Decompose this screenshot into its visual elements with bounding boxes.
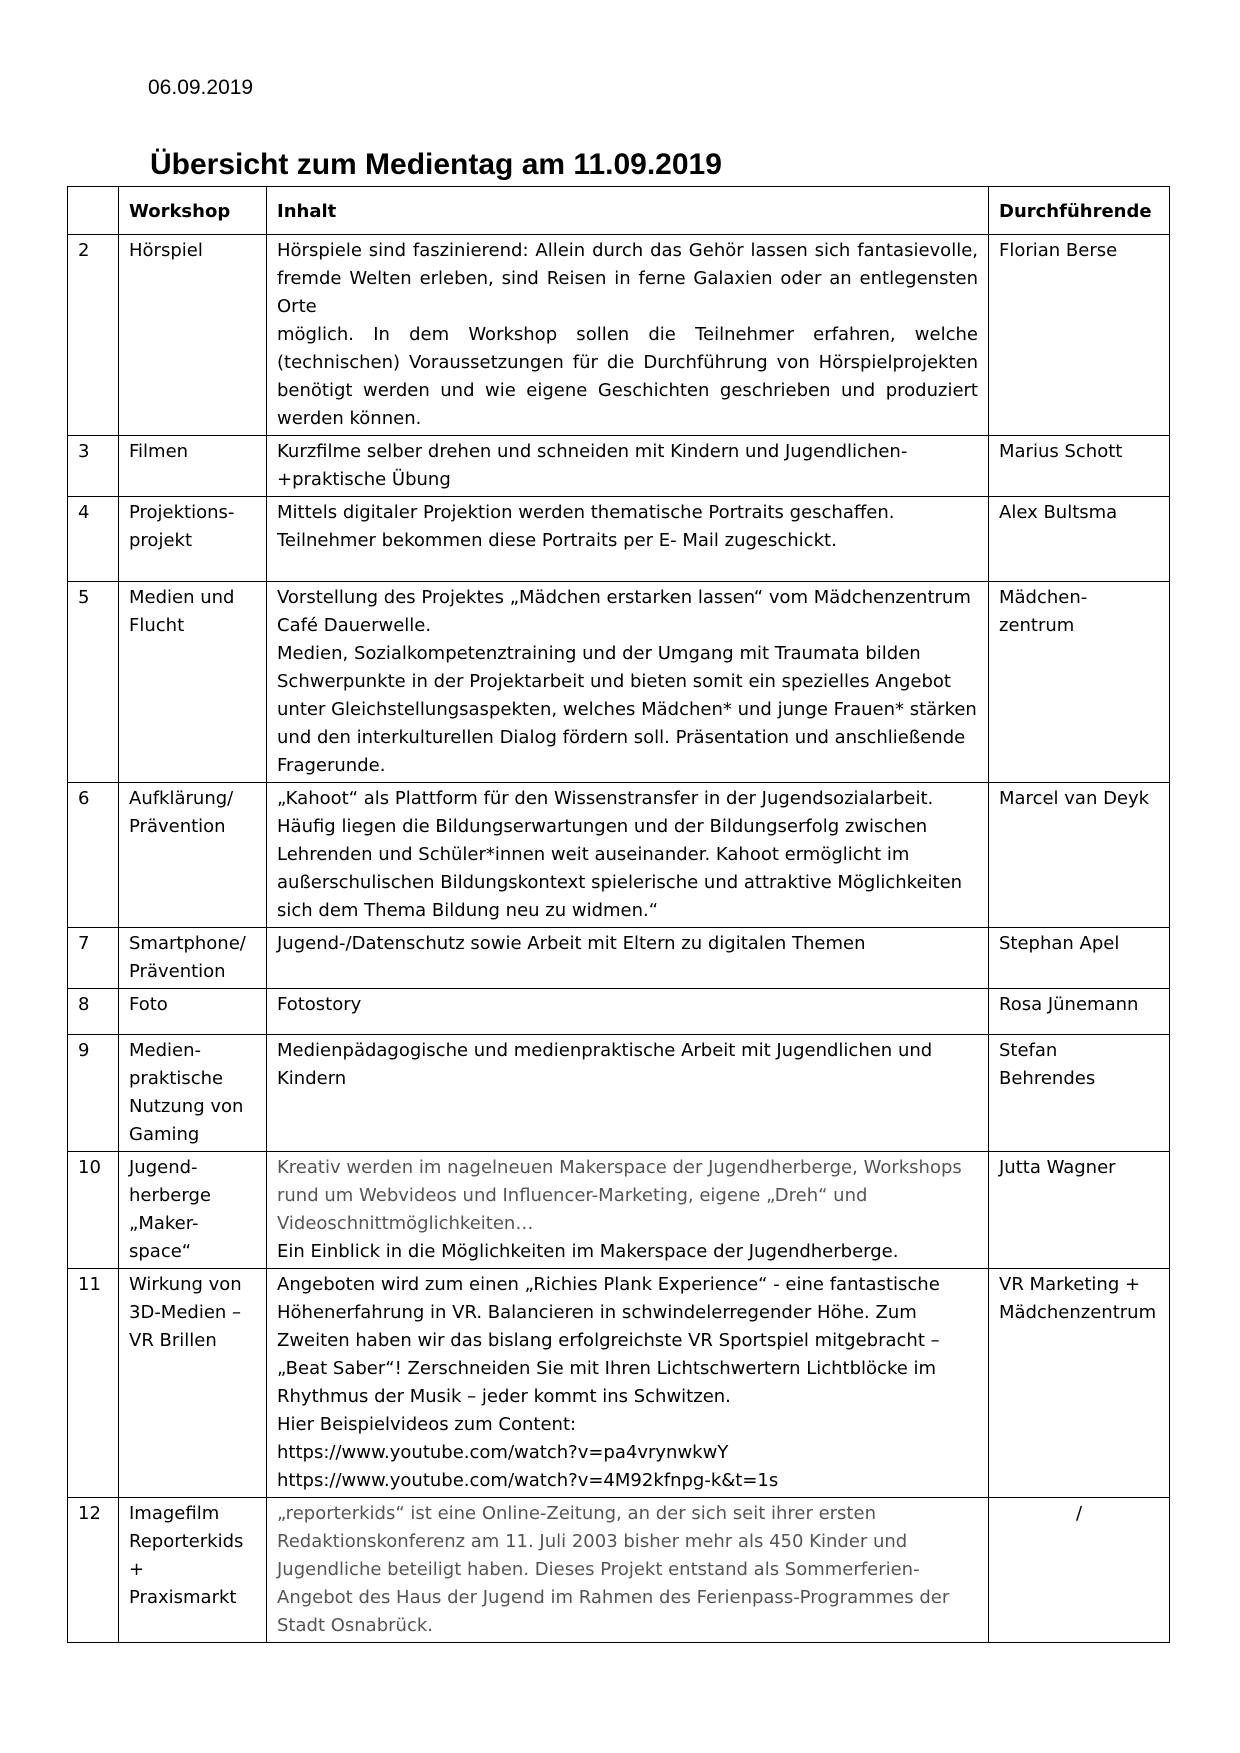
cell-workshop: Foto: [119, 989, 267, 1035]
cell-nr: 5: [68, 582, 119, 783]
cell-nr: 10: [68, 1152, 119, 1269]
cell-inhalt: Jugend-/Datenschutz sowie Arbeit mit Eltern zu digitalen Themen: [267, 928, 989, 989]
header-workshop: Workshop: [119, 187, 267, 235]
document-date: 06.09.2019: [148, 76, 254, 99]
cell-nr: 11: [68, 1269, 119, 1498]
cell-workshop: Aufklärung/ Prävention: [119, 783, 267, 928]
cell-workshop: Wirkung von 3D-Medien – VR Brillen: [119, 1269, 267, 1498]
cell-durchfuehrende: Stefan Behrendes: [989, 1035, 1170, 1152]
cell-nr: 9: [68, 1035, 119, 1152]
header-durchfuehrende: Durchführende: [989, 187, 1170, 235]
table-row: [68, 1152, 1170, 1269]
cell-nr: 2: [68, 235, 119, 436]
table-row: [68, 436, 1170, 497]
inhalt-text: Vorstellung des Projektes „Mädchen erstarken lassen“ vom Mädchenzentrum Café Dauerwelle. Medien, Sozialkompetenztraining und der Umgang mit Traumata bilden Schwerpunkte in der Projektarbeit und bieten somit ein spezielles Angebot unter Gleichstellungsaspekten, welches Mädchen* und junge Frauen* stärken und den interkulturellen Dialog fördern soll. Präsentation und anschließende Fragerunde.: [277, 587, 977, 776]
cell-inhalt: Kurzfilme selber drehen und schneiden mit Kindern und Jugendlichen- +praktische Übung: [267, 436, 989, 497]
table-row: [68, 928, 1170, 989]
cell-workshop: Smartphone/ Prävention: [119, 928, 267, 989]
cell-workshop: Medien und Flucht: [119, 582, 267, 783]
cell-nr: 8: [68, 989, 119, 1035]
cell-durchfuehrende: Alex Bultsma: [989, 497, 1170, 582]
table-row: [68, 989, 1170, 1035]
cell-durchfuehrende: Rosa Jünemann: [989, 989, 1170, 1035]
cell-nr: 6: [68, 783, 119, 928]
inhalt-text: Ein Einblick in die Möglichkeiten im Makerspace der Jugendherberge.: [277, 1241, 899, 1262]
table-row: [68, 582, 1170, 783]
cell-workshop: Filmen: [119, 436, 267, 497]
table-row: [68, 1269, 1170, 1498]
header-nr: [68, 187, 119, 235]
inhalt-text: Angeboten wird zum einen „Richies Plank Experience“ - eine fantastische Höhenerfahrung in VR. Balancieren in schwindelerregender Höhe. Zum Zweiten haben wir das bislang erfolgreichste VR Sportspiel mitgebracht – „Beat Saber“! Zerschneiden Sie mit Ihren Lichtschwertern Lichtblöcke im Rhythmus der Musik – jeder kommt ins Schwitzen. Hier Beispielvideos zum Content: https://www.youtube.com/watch?v=pa4vrynwkwY https://www.youtube.com/watch?v=4M92kfnpg-k&t=1s: [277, 1274, 940, 1491]
table-header-row: [68, 187, 1170, 235]
cell-nr: 12: [68, 1498, 119, 1643]
cell-inhalt: [267, 1152, 989, 1269]
cell-inhalt: Medienpädagogische und medienpraktische Arbeit mit Jugendlichen und Kindern: [267, 1035, 989, 1152]
cell-inhalt: „reporterkids“ ist eine Online-Zeitung, an der sich seit ihrer ersten Redaktionskonferenz am 11. Juli 2003 bisher mehr als 450 Kinder und Jugendliche beteiligt haben. Dieses Projekt entstand als Sommerferien-Angebot des Haus der Jugend im Rahmen des Ferienpass-Programmes der Stadt Osnabrück.: [267, 1498, 989, 1643]
cell-inhalt: [267, 582, 989, 783]
cell-durchfuehrende: Jutta Wagner: [989, 1152, 1170, 1269]
table-row: [68, 497, 1170, 582]
inhalt-text-gray: Kreativ werden im nagelneuen Makerspace der Jugendherberge, Workshops rund um Webvideos und Influencer-Marketing, eigene „Dreh“ und Videoschnittmöglichkeiten…: [277, 1157, 962, 1234]
cell-nr: 7: [68, 928, 119, 989]
cell-nr: 4: [68, 497, 119, 582]
workshop-table: [67, 186, 1170, 1643]
header-inhalt: Inhalt: [267, 187, 989, 235]
table-row: [68, 783, 1170, 928]
page-title: Übersicht zum Medientag am 11.09.2019: [150, 148, 722, 181]
table-row: [68, 1035, 1170, 1152]
cell-workshop: Hörspiel: [119, 235, 267, 436]
cell-durchfuehrende: Marius Schott: [989, 436, 1170, 497]
cell-durchfuehrende: Mädchen-zentrum: [989, 582, 1170, 783]
cell-durchfuehrende: Marcel van Deyk: [989, 783, 1170, 928]
cell-durchfuehrende: VR Marketing + Mädchenzentrum: [989, 1269, 1170, 1498]
cell-inhalt: Fotostory: [267, 989, 989, 1035]
cell-inhalt: [267, 1269, 989, 1498]
table-row: [68, 235, 1170, 436]
cell-durchfuehrende: Florian Berse: [989, 235, 1170, 436]
cell-durchfuehrende: /: [989, 1498, 1170, 1643]
cell-workshop: Medien-praktische Nutzung von Gaming: [119, 1035, 267, 1152]
cell-inhalt: „Kahoot“ als Plattform für den Wissenstransfer in der Jugendsozialarbeit. Häufig liegen die Bildungserwartungen und der Bildungserfolg zwischen Lehrenden und Schüler*innen weit auseinander. Kahoot ermöglicht im außerschulischen Bildungskontext spielerische und attraktive Möglichkeiten sich dem Thema Bildung neu zu widmen.“: [267, 783, 989, 928]
cell-workshop: Imagefilm Reporterkids + Praxismarkt: [119, 1498, 267, 1643]
cell-workshop: Jugend-herberge „Maker-space“: [119, 1152, 267, 1269]
cell-durchfuehrende: Stephan Apel: [989, 928, 1170, 989]
cell-inhalt: [267, 235, 989, 436]
cell-workshop: Projektions-projekt: [119, 497, 267, 582]
inhalt-text: Hörspiele sind faszinierend: Allein durch das Gehör lassen sich fantasievolle, fremde Welten erleben, sind Reisen in ferne Galaxien oder an entlegensten Orte möglich. In dem Workshop sollen die Teilnehmer erfahren, welche (technischen) Voraussetzungen für die Durchführung von Hörspielprojekten benötigt werden und wie eigene Geschichten geschrieben und produziert werden können.: [277, 240, 978, 429]
cell-inhalt: [267, 497, 989, 582]
inhalt-text: Mittels digitaler Projektion werden thematische Portraits geschaffen. Teilnehmer bekommen diese Portraits per E- Mail zugeschickt.: [277, 502, 895, 551]
table-row: [68, 1498, 1170, 1643]
cell-nr: 3: [68, 436, 119, 497]
